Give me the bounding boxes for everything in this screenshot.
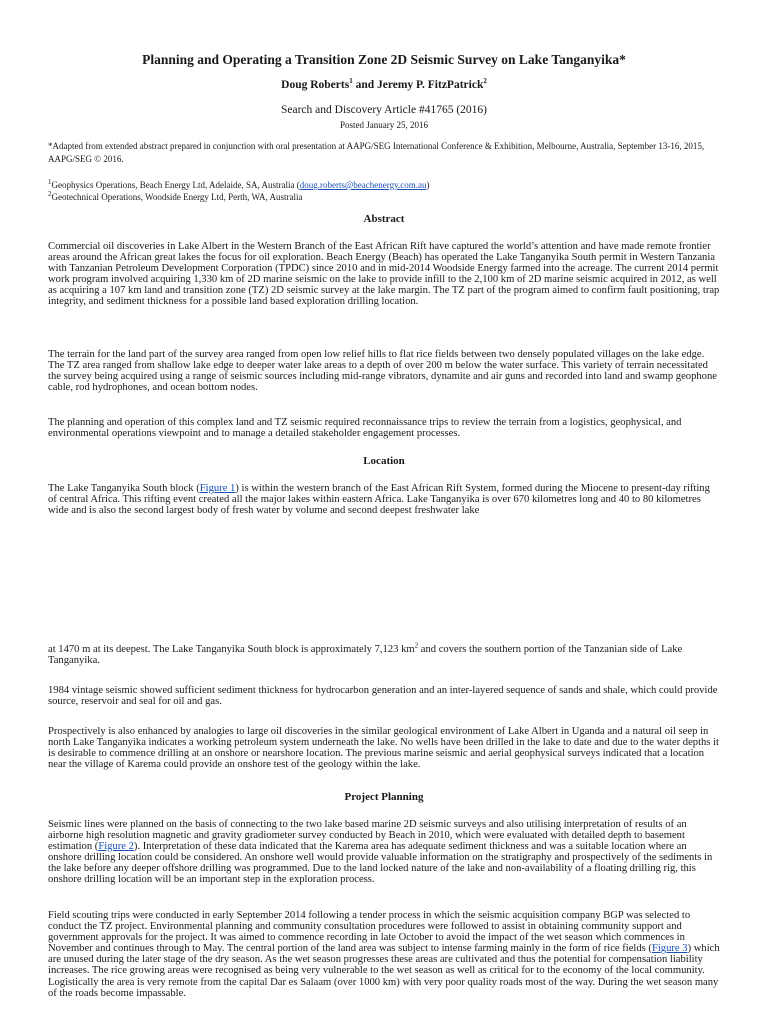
article-number: Search and Discovery Article #41765 (2016) xyxy=(281,104,487,116)
planning-paragraph-1 xyxy=(48,819,720,886)
abstract-paragraph-3: The planning and operation of this complex land and TZ seismic required reconnaissance trips to review the terrain from a logistics, geophysical, and environmental operations viewpoint and to manage a detailed stakeholder engagement processes. xyxy=(48,417,682,440)
planning-p1-text-b: ). Interpretation of these data indicated that the Karema area has adequate sediment thickness and was a suitable location where an onshore drilling location could be considered. An onshore well would provide valuable information on the stratigraphy and prospectively of the sediments in the lake before any deeper offshore drilling was programmed. Due to the land locked nature of the lake and non-availability of a floating drilling rig, this onshore drilling location will be an important step in the exploration process. xyxy=(48,841,713,886)
location-heading: Location xyxy=(363,455,405,467)
figure-1-link[interactable]: Figure 1 xyxy=(199,483,236,494)
paper-title: Planning and Operating a Transition Zone 2D Seismic Survey on Lake Tanganyika* xyxy=(142,52,626,67)
planning-p2-text-b: ) which are unused during the later stage of the dry season. As the wet season progresses these areas are cultivated and thus the potential for compensation liability increases. The rice growing areas were recognised as being very vulnerable to the wet season as well as critical for to the economy of the local community. Logistically the area is very remote from the capital Dar es Salaam (over 1000 km) with very poor quality roads most of the way. During the wet season many of the roads become impassable. xyxy=(48,943,720,999)
author-1: Doug Roberts xyxy=(281,79,350,91)
author-line xyxy=(48,79,720,91)
location-text-a: The Lake Tanganyika South block ( xyxy=(48,483,200,494)
affiliation-2 xyxy=(48,191,720,204)
abstract-paragraph-2: The terrain for the land part of the survey area ranged from open low relief hills to flat rice fields between two densely populated villages on the lake edge. The TZ area ranged from shallow lake edge to deeper water lake areas to a depth of over 200 m below the water surface. This variety of terrain necessitated the survey being acquired using a range of seismic sources including mid-range vibrators, dynamite and air guns and recorded into land and swamp geophone cable, rod hydrophones, and ocean bottom nodes. xyxy=(48,349,717,394)
author-email-link[interactable]: doug.roberts@beachenergy.com.au xyxy=(299,180,427,190)
planning-p2-text-a: Field scouting trips were conducted in early September 2014 following a tender process in which the seismic acquisition company BGP was selected to conduct the TZ project. Environmental planning and community consultation procedures were followed to assist in obtaining community support and government approvals for the project. It was aimed to commence recording in late October to avoid the impact of the wet season which commences in November and continues through to May. The central portion of the land area was subject to intense farming mainly in the form of rice fields ( xyxy=(48,910,691,955)
planning-p1-text-a: Seismic lines were planned on the basis of connecting to the two lake based marine 2D seismic surveys and also utilising interpretation of results of an airborne high resolution magnetic and gravity gradiometer survey conducted by Beach in 2010, which were evaluated with detailed depth to basement estimation ( xyxy=(48,819,687,853)
location-p2-text-a: at 1470 m at its deepest. The Lake Tanganyika South block is approximately 7,123 km xyxy=(48,644,415,655)
location-paragraph-2 xyxy=(48,641,720,667)
adaptation-footnote: *Adapted from extended abstract prepared in conjunction with oral presentation at AAPG/SEG International Conference & Exhibition, Melbourne, Australia, September 13-16, 2015, AAPG/SEG © 2016. xyxy=(48,141,705,164)
affiliation-1-mark: 1 xyxy=(48,178,52,186)
figure-2-link[interactable]: Figure 2 xyxy=(98,841,134,853)
affiliation-1-text: Geophysics Operations, Beach Energy Ltd, Adelaide, SA, Australia ( xyxy=(51,180,300,190)
abstract-paragraph-1: Commercial oil discoveries in Lake Albert in the Western Branch of the East African Rift have captured the world’s attention and have made remote frontier areas around the African great lakes the focus for oil exploration. Beach Energy (Beach) has operated the Lake Tanganyika South permit in Western Tanzania with Tanzanian Petroleum Development Corporation (TPDC) since 2010 and in mid-2014 Woodside Energy farmed into the acreage. The current 2014 permit work program involved acquiring 1,330 km of 2D marine seismic on the lake to provide infill to the 2,100 km of 2D marine seismic acquired in 2012, as well as acquiring a 107 km land and transition zone (TZ) 2D seismic survey at the lake margin. The TZ part of the program aimed to confirm fault positioning, trap integrity, and sediment thickness for a possible land based exploration drilling location. xyxy=(48,241,720,308)
location-paragraph-1 xyxy=(48,483,720,516)
author-2: Jeremy P. FitzPatrick xyxy=(377,79,484,91)
author-1-affiliation-mark: 1 xyxy=(349,77,353,86)
posted-date: Posted January 25, 2016 xyxy=(340,120,428,130)
location-paragraph-4: Prospectively is also enhanced by analogies to large oil discoveries in the similar geological environment of Lake Albert in Uganda and a natural oil seep in north Lake Tanganyika indicates a working petroleum system underneath the lake. No wells have been drilled in the lake to date and due to the water depths it is desirable to commence drilling at an onshore or nearshore location. The previous marine seismic and aerial geophysical surveys indicated that a location near the village of Karema could provide an onshore test of the geology within the lake. xyxy=(48,726,719,771)
affiliation-1-close: ) xyxy=(426,180,430,190)
author-2-affiliation-mark: 2 xyxy=(483,77,487,86)
figure-3-link[interactable]: Figure 3 xyxy=(651,943,688,955)
abstract-heading: Abstract xyxy=(363,213,405,225)
planning-paragraph-2 xyxy=(48,910,720,999)
km-squared-superscript: 2 xyxy=(414,641,419,650)
location-text-b: ) is within the western branch of the East African Rift System, formed during the Miocene to present-day rifting of central Africa. This rifting event created all the major lakes within eastern Africa. Lake Tanganyika is over 670 kilometres long and 40 to 80 kilometres wide and is also the second largest body of fresh water by volume and second deepest freshwater lake xyxy=(48,483,710,517)
location-paragraph-3: 1984 vintage seismic showed sufficient sediment thickness for hydrocarbon generation and an inter-layered sequence of sands and shale, which could provide source, reservoir and seal for oil and gas. xyxy=(48,685,718,708)
location-p2-text-b: and covers the southern portion of the Tanzanian side of Lake Tanganyika. xyxy=(48,644,683,667)
project-planning-heading: Project Planning xyxy=(344,791,424,803)
affiliation-2-mark: 2 xyxy=(48,190,52,198)
author-conjunction: and xyxy=(352,79,377,91)
affiliation-2-text: Geotechnical Operations, Woodside Energy Ltd, Perth, WA, Australia xyxy=(51,192,303,202)
